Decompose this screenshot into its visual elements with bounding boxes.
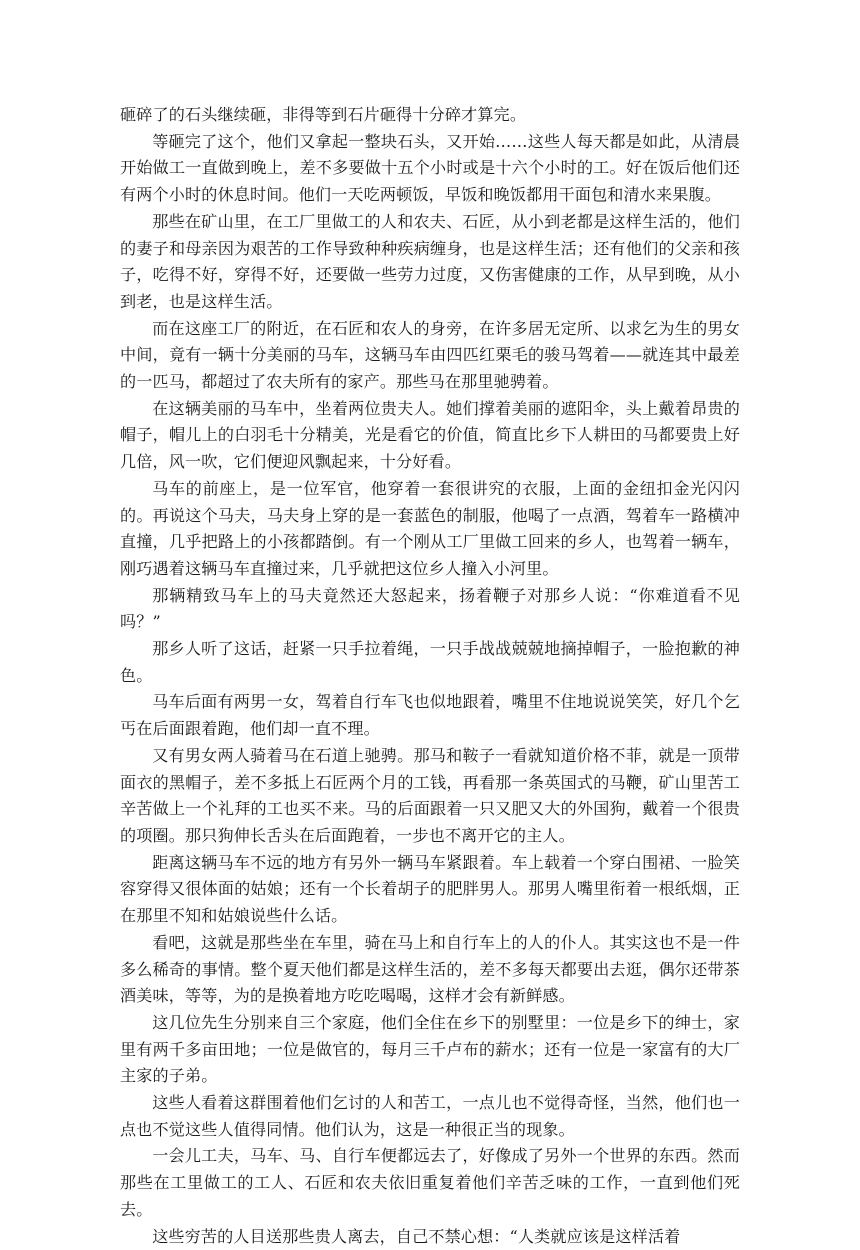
paragraph-5: 在这辆美丽的马车中，坐着两位贵夫人。她们撑着美丽的遮阳伞，头上戴着昂贵的帽子，帽儿上的白羽毛十分精美，光是看它的价值，简直比乡下人耕田的马都要贵上好几倍，风一吹，它们便迎风飘起来，十分好看。 <box>120 398 740 472</box>
paragraph-7: 那辆精致马车上的马夫竟然还大怒起来，扬着鞭子对那乡人说：“你难道看不见吗？” <box>120 585 740 632</box>
paragraph-8: 那乡人听了这话，赶紧一只手拉着绳，一只手战战兢兢地摘掉帽子，一脸抱歉的神色。 <box>120 639 740 685</box>
paragraph-14: 这些人看着这群围着他们乞讨的人和苦工，一点儿也不觉得奇怪，当然，他们也一点也不觉这些人值得同情。他们认为，这是一种很正当的现象。 <box>120 1093 740 1139</box>
body-text <box>120 102 740 1250</box>
paragraph-4: 而在这座工厂的附近，在石匠和农人的身旁，在许多居无定所、以求乞为生的男女中间，竟有一辆十分美丽的马车，这辆马车由四匹红栗毛的骏马驾着——就连其中最差的一匹马，都超过了农夫所有的家产。那些马在那里驰骋着。 <box>120 318 740 392</box>
paragraph-9: 马车后面有两男一女，驾着自行车飞也似地跟着，嘴里不住地说说笑笑，好几个乞丐在后面跟着跑，他们却一直不理。 <box>120 692 740 739</box>
paragraph-15: 一会儿工夫，马车、马、自行车便都远去了，好像成了另外一个世界的东西。然而那些在工里做工的工人、石匠和农夫依旧重复着他们辛苦乏味的工作，一直到他们死去。 <box>120 1146 740 1219</box>
paragraph-10: 又有男女两人骑着马在石道上驰骋。那马和鞍子一看就知道价格不菲，就是一顶带面衣的黑帽子，差不多抵上石匠两个月的工钱，再看那一条英国式的马鞭，矿山里苦工辛苦做上一个礼拜的工也买不来。马的后面跟着一只又肥又大的外国狗，戴着一个很贵的项圈。那只狗伸长舌头在后面跑着，一步也不离开它的主人。 <box>120 745 740 845</box>
paragraph-12: 看吧，这就是那些坐在车里，骑在马上和自行车上的人的仆人。其实这也不是一件多么稀奇的事情。整个夏天他们都是这样生活的，差不多每天都要出去逛，偶尔还带茶酒美味，等等，为的是换着地方吃吃喝喝，这样才会有新鲜感。 <box>120 932 740 1006</box>
paragraph-16: 这些穷苦的人目送那些贵人离去，自己不禁心想：“人类就应该是这样活着 <box>152 1226 681 1246</box>
paragraph-6: 马车的前座上，是一位军官，他穿着一套很讲究的衣服，上面的金纽扣金光闪闪的。再说这个马夫，马夫身上穿的是一套蓝色的制服，他喝了一点酒，驾着车一路横冲直撞，几乎把路上的小孩都踏倒。有一个刚从工厂里做工回来的乡人，也驾着一辆车，刚巧遇着这辆马车直撞过来，几乎就把这位乡人撞入小河里。 <box>120 478 740 578</box>
paragraph-3: 那些在矿山里，在工厂里做工的人和农夫、石匠，从小到老都是这样生活的，他们的妻子和母亲因为艰苦的工作导致种种疾病缠身，也是这样生活；还有他们的父亲和孩子，吃得不好，穿得不好，还要做一些劳力过度，又伤害健康的工作，从早到晚，从小到老，也是这样生活。 <box>120 211 740 311</box>
paragraph-13: 这几位先生分别来自三个家庭，他们全住在乡下的别墅里：一位是乡下的绅士，家里有两千多亩田地；一位是做官的，每月三千卢布的薪水；还有一位是一家富有的大厂主家的子弟。 <box>120 1012 740 1086</box>
paragraph-11: 距离这辆马车不远的地方有另外一辆马车紧跟着。车上载着一个穿白围裙、一脸笑容穿得又很体面的姑娘；还有一个长着胡子的肥胖男人。那男人嘴里衔着一根纸烟，正在那里不知和姑娘说些什么话。 <box>120 852 740 926</box>
paragraph-1: 砸碎了的石头继续砸，非得等到石片砸得十分碎才算完。 <box>120 105 527 124</box>
paragraph-2: 等砸完了这个，他们又拿起一整块石头，又开始……这些人每天都是如此，从清晨开始做工一直做到晚上，差不多要做十五个小时或是十六个小时的工。好在饭后他们还有两个小时的休息时间。他们一天吃两顿饭，早饭和晚饭都用干面包和清水来果腹。 <box>120 131 740 205</box>
